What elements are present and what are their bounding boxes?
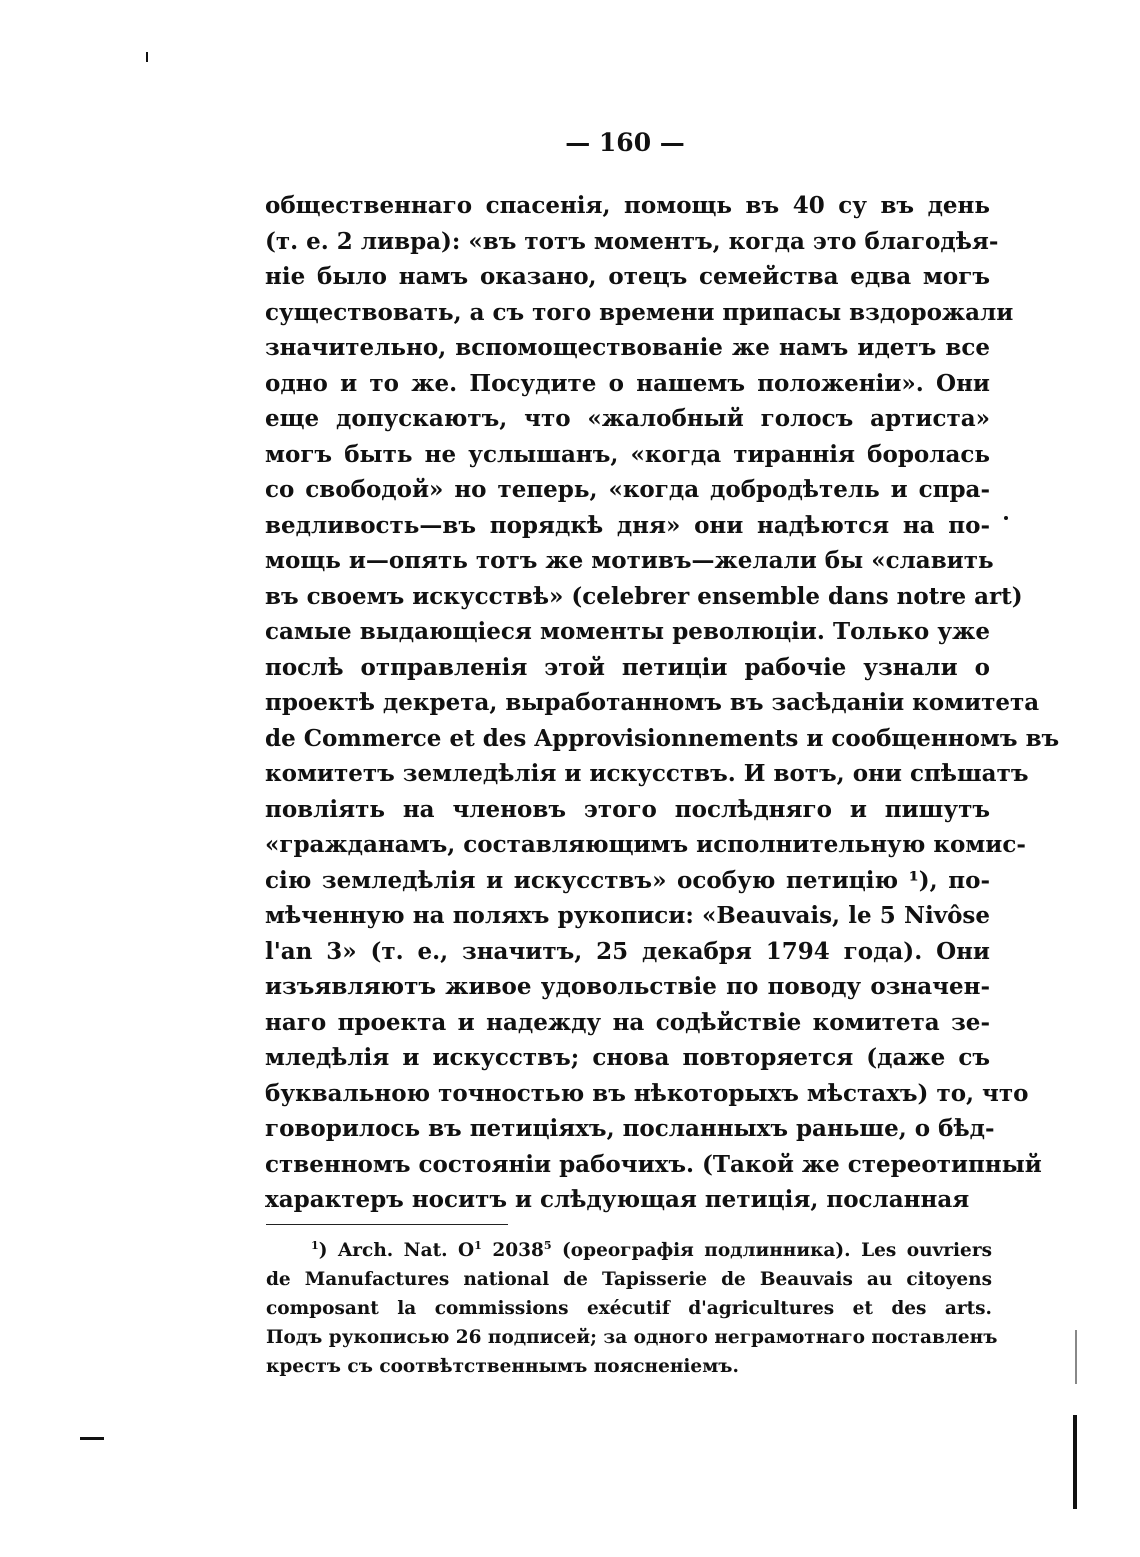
text-line: говорилось въ петиціяхъ, посланныхъ раньше, о бѣд- <box>265 1115 995 1142</box>
scan-dot-right-margin <box>1004 516 1008 520</box>
text-line: «гражданамъ, составляющимъ исполнительную комис- <box>265 831 1026 858</box>
text-line: еще допускаютъ, что «жалобный голосъ артиста» <box>265 405 990 432</box>
footnote-line: composant la commissions exécutif d'agricultures et des arts. <box>266 1298 992 1319</box>
text-line: могъ быть не услышанъ, «когда тираннія боролась <box>265 440 990 468</box>
scan-mark-top-left <box>146 52 148 62</box>
text-line: со свободой» но теперь, «когда добродѣтель и спра- <box>265 476 990 503</box>
scan-bar-right-edge <box>1073 1415 1077 1509</box>
text-line: ственномъ состояніи рабочихъ. (Такой же стереотипный <box>265 1150 1042 1178</box>
text-line: въ своемъ искусствѣ» (celebrer ensemble dans notre art) <box>265 582 1023 610</box>
text-line: общественнаго спасенія, помощь въ 40 су въ день <box>265 192 990 219</box>
text-line: мѣченную на поляхъ рукописи: «Beauvais, le 5 Nivôse <box>265 902 990 929</box>
footnote-line <box>266 1236 992 1265</box>
text-line: млeдѣлія и искусствъ; снова повторяется (даже съ <box>265 1044 990 1071</box>
footnote-line: крестъ съ соотвѣтственнымъ поясненіемъ. <box>266 1356 739 1377</box>
text-line: сію земледѣлія и искусствъ» особую петицію ¹), по- <box>265 866 990 894</box>
text-line: проектѣ декрета, выработанномъ въ засѣданіи комитета <box>265 689 1040 716</box>
footnote-archive-code: 2038 <box>481 1240 544 1261</box>
text-line: l'an 3» (т. е., значитъ, 25 декабря 1794 года). Они <box>265 937 990 965</box>
text-line: ніе было намъ оказано, отецъ семейства едва могъ <box>265 263 990 290</box>
footnote-code-superscript: 5 <box>543 1238 552 1252</box>
text-line: мощь и—опять тотъ же мотивъ—желали бы «славить <box>265 547 994 574</box>
scan-dash-left-margin <box>80 1437 104 1440</box>
text-line: ведливость—въ порядкѣ дня» они надѣются на по- <box>265 511 990 539</box>
text-line: характеръ носитъ и слѣдующая петиція, посланная <box>265 1186 970 1213</box>
text-line: значительно, вспомоществованіе же намъ идетъ все <box>265 334 990 361</box>
footnote-line: de Manufactures national de Tapisserie de Beauvais au citoyens <box>266 1269 992 1290</box>
footnote-line: Подъ рукописью 26 подписей; за одного неграмотнаго поставленъ <box>266 1327 998 1348</box>
page-number: — 160 — <box>565 128 685 157</box>
footnote-archive-ref: ) Arch. Nat. O <box>318 1240 475 1261</box>
text-line: de Commerce et des Approvisionnements и сообщенномъ въ <box>265 724 1060 752</box>
text-line: комитетъ земледѣлія и искусствъ. И вотъ, они спѣшатъ <box>265 760 1029 787</box>
body-text <box>265 188 1060 1218</box>
text-line: повліять на членовъ этого послѣдняго и пишутъ <box>265 795 990 823</box>
text-line: изъявляютъ живое удовольствіе по поводу означен- <box>265 973 990 1000</box>
text-line: самые выдающіеся моменты революціи. Только уже <box>265 618 990 645</box>
footnote-remark: (ореографія подлинника). Les ouvriers <box>551 1240 992 1261</box>
text-line: одно и то же. Посудите о нашемъ положеніи». Они <box>265 369 990 397</box>
footnote-divider <box>266 1224 508 1225</box>
text-line: (т. е. 2 ливра): «въ тотъ моментъ, когда это благодѣя- <box>265 227 999 255</box>
footnote-marker: 1 <box>311 1238 319 1252</box>
text-line: буквальною точностью въ нѣкоторыхъ мѣстахъ) то, что <box>265 1079 1029 1107</box>
footnote-archive-superscript: 1 <box>474 1238 482 1252</box>
text-line: существовать, а съ того времени припасы вздорожали <box>265 298 1014 326</box>
text-line: наго проекта и надежду на содѣйствіе комитета зе- <box>265 1008 990 1036</box>
footnote <box>266 1236 998 1381</box>
scan-mark-right-margin-thin <box>1075 1330 1077 1384</box>
text-line: послѣ отправленія этой петиціи рабочіе узнали о <box>265 653 990 681</box>
